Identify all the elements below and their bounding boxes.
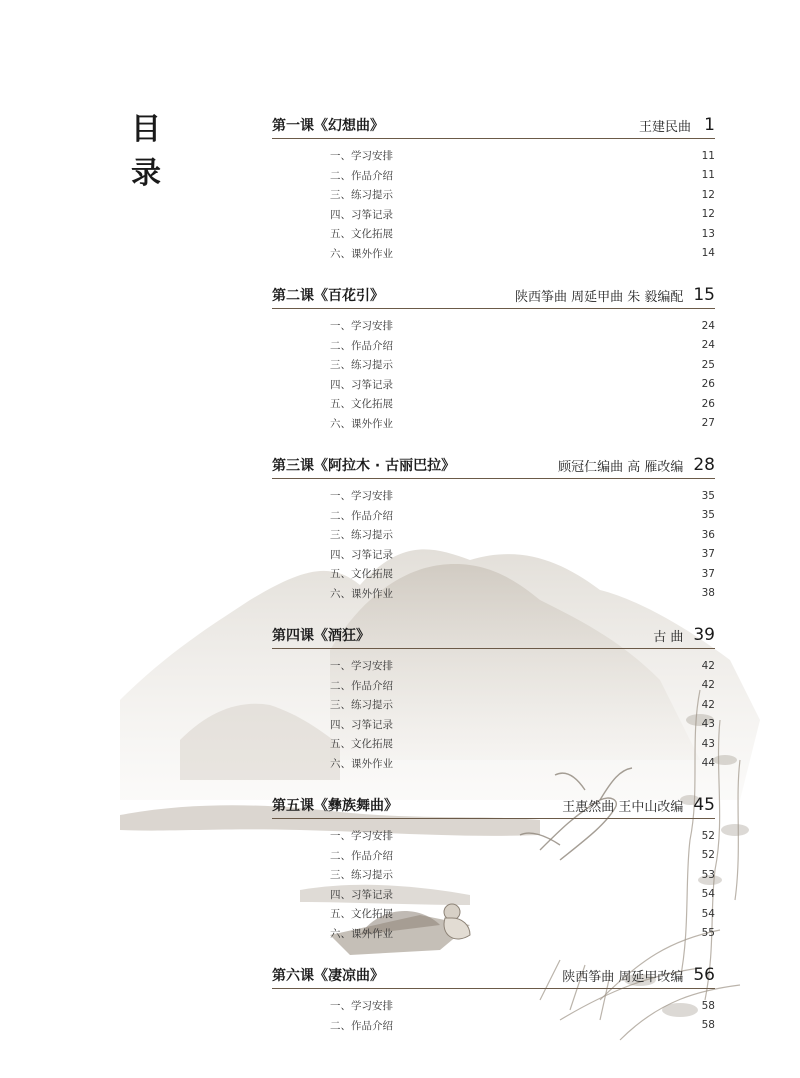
lesson-page-number: 28 [693,455,715,475]
toc-entry-page: 26 [701,378,715,391]
toc-entry-page: 43 [701,718,715,731]
page-title-char: 录 [131,156,161,191]
page-title-char: 目 [131,112,161,147]
toc-entry[interactable] [272,754,715,774]
lesson-page-number: 56 [693,965,715,985]
toc-entry-page: 42 [701,698,715,711]
toc-entry-label: 一、学习安排 [330,660,393,673]
toc-entry[interactable] [272,336,715,356]
lesson-title: 第一课《幻想曲》 [272,118,384,134]
lesson-credit: 王惠然曲 王中山改编 [562,800,684,815]
lesson-heading[interactable] [272,620,715,649]
lesson-page-number: 39 [693,625,715,645]
toc-entry[interactable] [272,695,715,715]
toc-entry-page: 37 [701,548,715,561]
toc-entry[interactable] [272,375,715,395]
toc-entry-label: 二、作品介绍 [330,679,393,692]
toc-entry[interactable] [272,734,715,754]
toc-entry-page: 37 [701,567,715,580]
toc-entry[interactable] [272,676,715,696]
lesson-page-number: 15 [693,285,715,305]
lesson-heading[interactable] [272,790,715,819]
toc-entry[interactable] [272,656,715,676]
lesson-heading[interactable] [272,960,715,989]
lesson-heading[interactable] [272,280,715,309]
lesson-section [272,620,715,773]
toc-entry-label: 三、练习提示 [330,359,393,372]
toc-entry-page: 13 [701,227,715,240]
lesson-section [272,280,715,433]
toc-entry-page: 26 [701,397,715,410]
toc-entry-label: 一、学习安排 [330,490,393,503]
page-title [126,108,166,196]
toc-entry[interactable] [272,1016,715,1036]
toc-entry-label: 三、练习提示 [330,869,393,882]
toc-entry-page: 38 [701,587,715,600]
table-of-contents [272,110,715,1052]
toc-entry-label: 四、习筝记录 [330,208,393,221]
lesson-credit: 古 曲 [653,630,684,645]
lesson-title: 第六课《凄凉曲》 [272,968,384,984]
toc-entry-page: 44 [701,757,715,770]
toc-entry-page: 53 [701,868,715,881]
toc-entry-page: 52 [701,829,715,842]
toc-entry[interactable] [272,904,715,924]
toc-entry[interactable] [272,885,715,905]
toc-entry-page: 11 [701,169,715,182]
toc-entry-page: 14 [701,247,715,260]
toc-entry-page: 55 [701,927,715,940]
lesson-title: 第二课《百花引》 [272,288,384,304]
lesson-section [272,960,715,1035]
toc-entry-label: 六、课外作业 [330,757,393,770]
toc-entry[interactable] [272,506,715,526]
toc-entry-page: 36 [701,528,715,541]
toc-entry-label: 五、文化拓展 [330,228,393,241]
toc-entry-label: 六、课外作业 [330,247,393,260]
toc-entry[interactable] [272,715,715,735]
lesson-page-number: 45 [693,795,715,815]
toc-entry-page: 11 [701,149,715,162]
toc-entry-label: 五、文化拓展 [330,398,393,411]
toc-entry-label: 一、学习安排 [330,320,393,333]
toc-entry-page: 24 [701,339,715,352]
toc-entry-label: 三、练习提示 [330,529,393,542]
toc-entry-label: 四、习筝记录 [330,718,393,731]
lesson-section [272,450,715,603]
toc-entry-page: 58 [701,1019,715,1032]
toc-entry-page: 54 [701,888,715,901]
toc-entry-label: 五、文化拓展 [330,738,393,751]
toc-entry[interactable] [272,846,715,866]
toc-entry-page: 35 [701,509,715,522]
lesson-section [272,110,715,263]
toc-entry-label: 四、习筝记录 [330,548,393,561]
toc-entry-page: 54 [701,907,715,920]
toc-entry[interactable] [272,146,715,166]
toc-entry-label: 五、文化拓展 [330,908,393,921]
lesson-credit: 王建民曲 [638,120,691,135]
toc-entry-label: 一、学习安排 [330,830,393,843]
toc-entry[interactable] [272,355,715,375]
toc-entry-label: 一、学习安排 [330,150,393,163]
lesson-credit: 陕西筝曲 周延甲改编 [562,970,684,985]
toc-entry-label: 二、作品介绍 [330,339,393,352]
toc-entry-label: 二、作品介绍 [330,509,393,522]
toc-entry[interactable] [272,394,715,414]
toc-entry-label: 六、课外作业 [330,417,393,430]
toc-entry-page: 58 [701,999,715,1012]
toc-entry[interactable] [272,166,715,186]
lesson-heading[interactable] [272,450,715,479]
toc-entry[interactable] [272,865,715,885]
lesson-title: 第三课《阿拉木 · 古丽巴拉》 [272,458,456,474]
toc-entry[interactable] [272,316,715,336]
toc-entry[interactable] [272,486,715,506]
toc-entry-page: 25 [701,358,715,371]
toc-entry[interactable] [272,584,715,604]
lesson-credit: 陕西筝曲 周延甲曲 朱 毅编配 [514,290,684,305]
toc-entry-label: 六、课外作业 [330,927,393,940]
toc-entry-label: 四、习筝记录 [330,888,393,901]
lesson-title: 第五课《彝族舞曲》 [272,798,398,814]
toc-entry[interactable] [272,185,715,205]
toc-entry[interactable] [272,224,715,244]
toc-entry[interactable] [272,545,715,565]
toc-entry[interactable] [272,244,715,264]
toc-entry-label: 六、课外作业 [330,587,393,600]
toc-entry[interactable] [272,996,715,1016]
toc-entry-page: 35 [701,489,715,502]
toc-entry-label: 二、作品介绍 [330,1019,393,1032]
toc-entry-label: 五、文化拓展 [330,568,393,581]
lesson-page-number: 1 [704,115,715,135]
toc-entry[interactable] [272,525,715,545]
toc-entry-label: 四、习筝记录 [330,378,393,391]
toc-entry-page: 42 [701,659,715,672]
toc-entry-page: 24 [701,319,715,332]
toc-entry[interactable] [272,414,715,434]
lesson-title: 第四课《酒狂》 [272,628,370,644]
toc-entry-page: 27 [701,417,715,430]
toc-entry-page: 43 [701,737,715,750]
toc-entry-label: 二、作品介绍 [330,849,393,862]
toc-entry[interactable] [272,205,715,225]
toc-entry-label: 三、练习提示 [330,699,393,712]
toc-entry-label: 二、作品介绍 [330,169,393,182]
toc-entry[interactable] [272,564,715,584]
lesson-heading[interactable] [272,110,715,139]
toc-entry[interactable] [272,924,715,944]
toc-entry-label: 一、学习安排 [330,1000,393,1013]
toc-entry-page: 12 [701,208,715,221]
toc-entry-label: 三、练习提示 [330,189,393,202]
toc-entry[interactable] [272,826,715,846]
lesson-credit: 顾冠仁编曲 高 雁改编 [558,460,684,475]
toc-entry-page: 42 [701,679,715,692]
toc-entry-page: 52 [701,849,715,862]
lesson-section [272,790,715,943]
toc-entry-page: 12 [701,188,715,201]
